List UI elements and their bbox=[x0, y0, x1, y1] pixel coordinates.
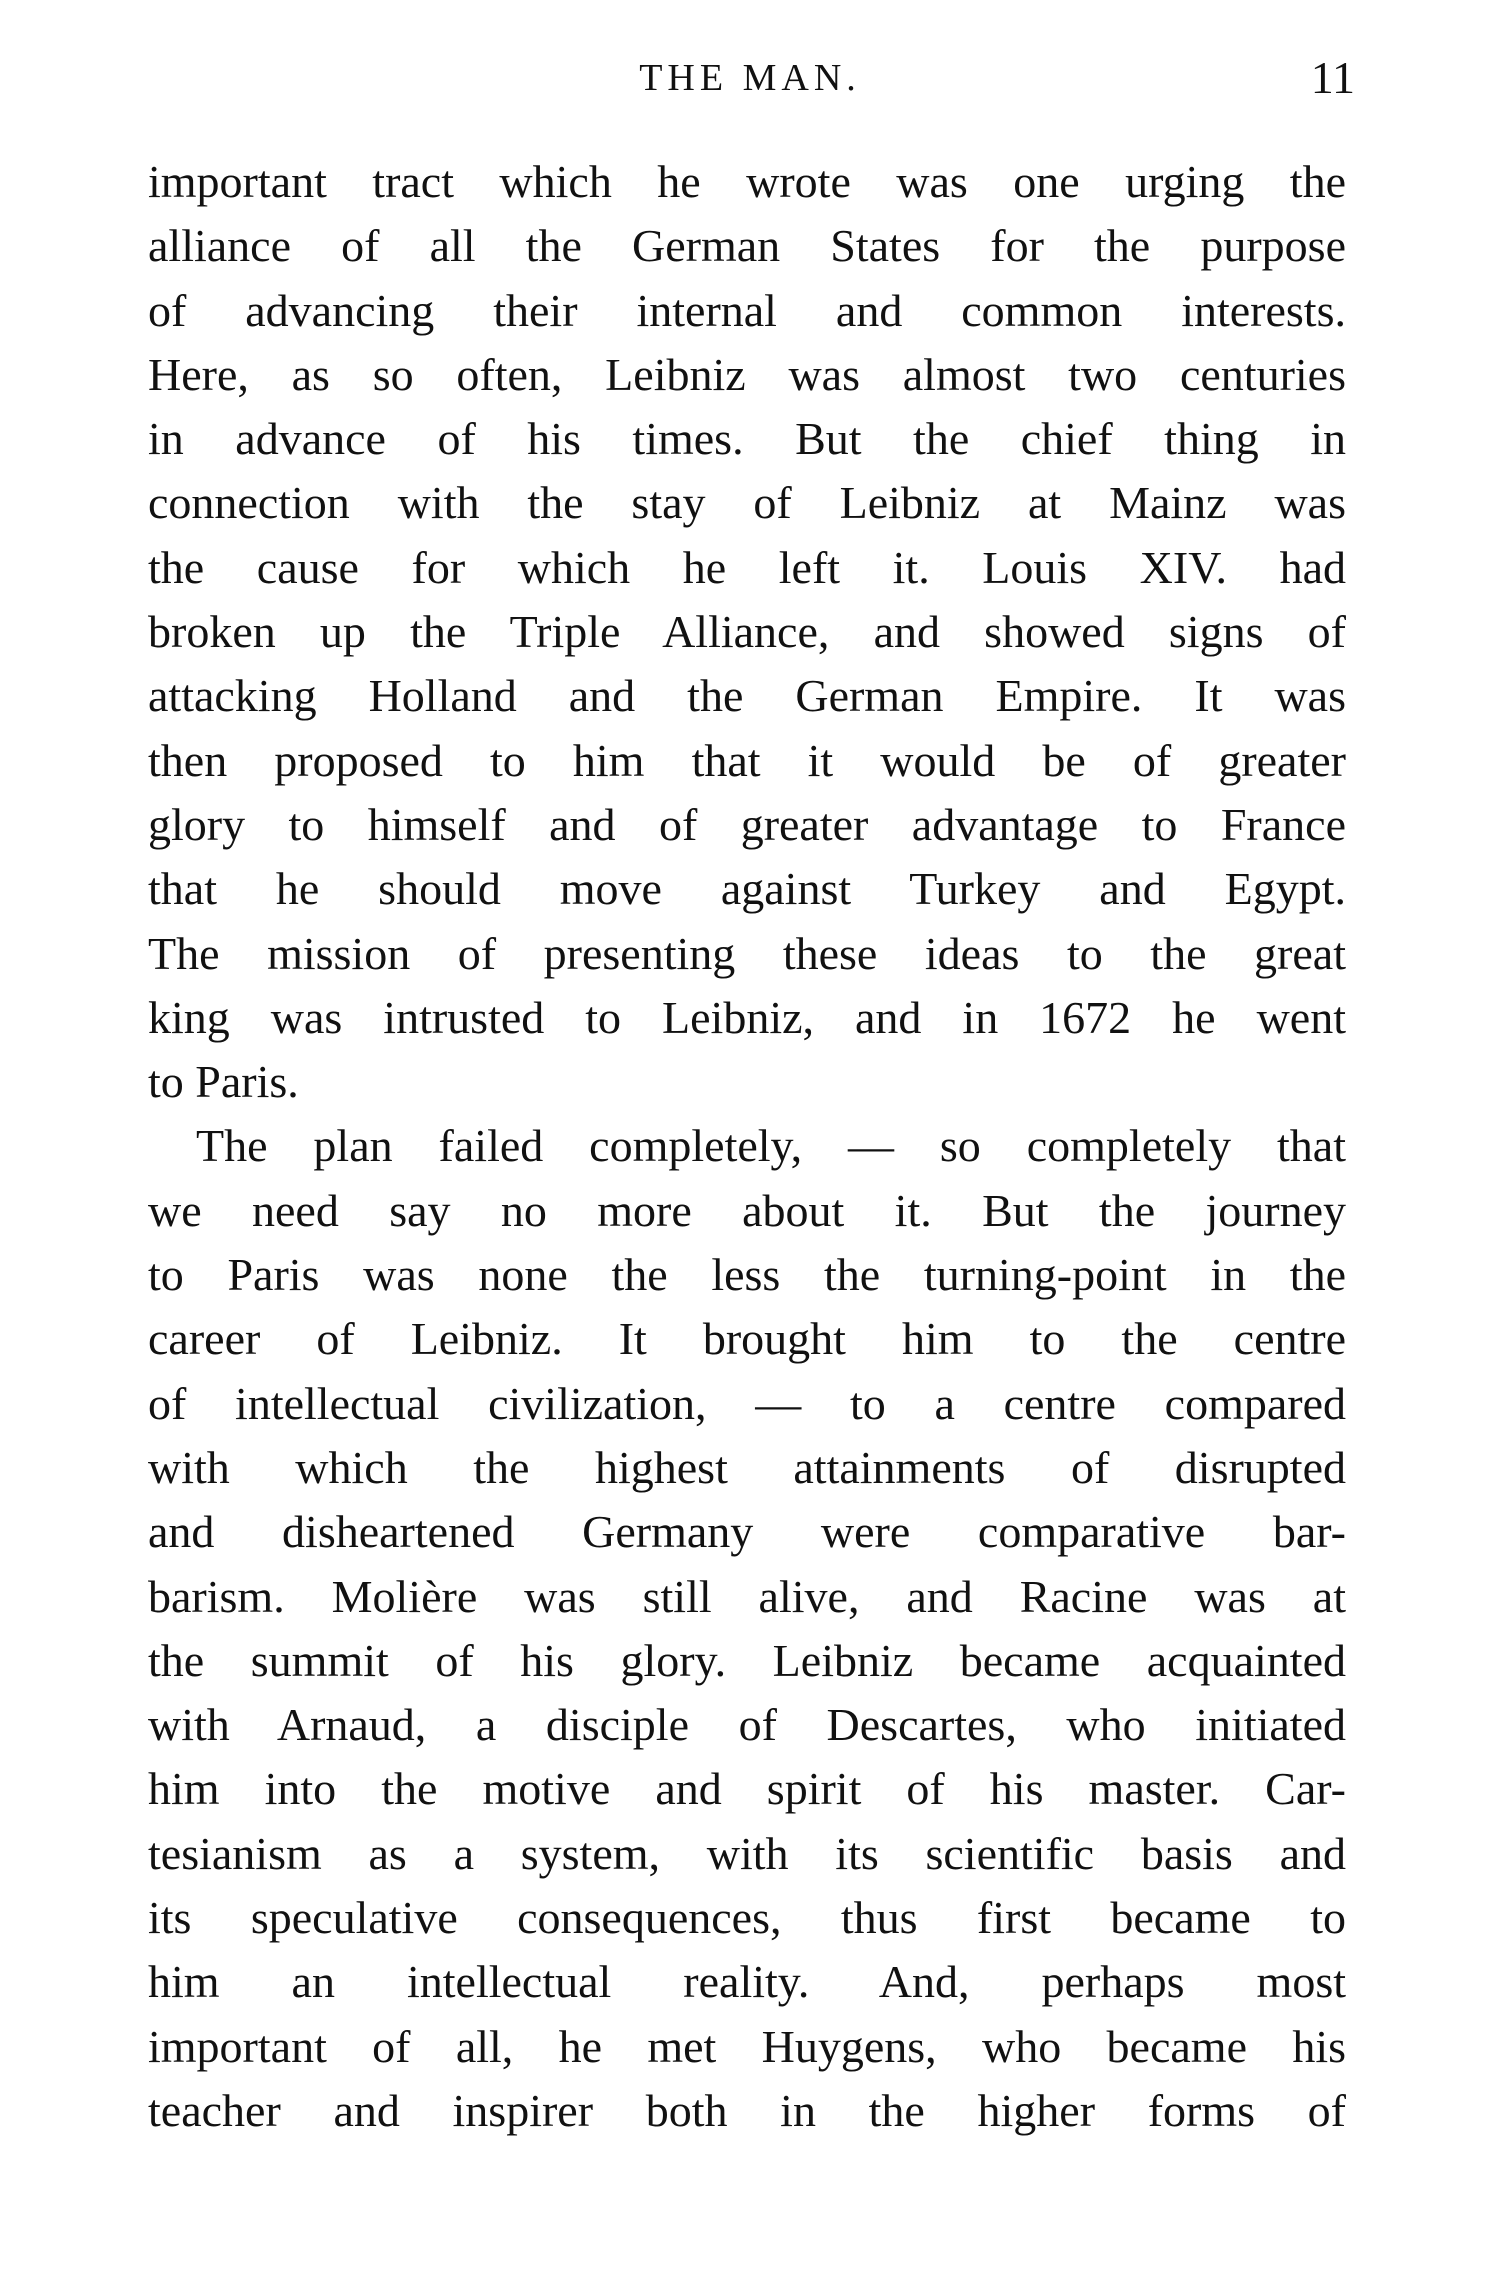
text-line: connection with the stay of Leibniz at Mainz was bbox=[148, 477, 1346, 529]
paragraph-1 bbox=[148, 150, 1346, 1114]
running-head bbox=[0, 48, 1490, 108]
text-line: glory to himself and of greater advantage to France bbox=[148, 798, 1346, 850]
text-line: of advancing their internal and common interests. bbox=[148, 284, 1346, 336]
text-line: career of Leibniz. It brought him to the centre bbox=[148, 1313, 1346, 1365]
text-line: tesianism as a system, with its scientific basis and bbox=[148, 1827, 1346, 1879]
text-line: its speculative consequences, thus first became to bbox=[148, 1892, 1346, 1944]
text-line: alliance of all the German States for the purpose bbox=[148, 220, 1346, 272]
page-number: 11 bbox=[1310, 52, 1355, 103]
text-line: attacking Holland and the German Empire. It was bbox=[148, 670, 1346, 722]
text-line: broken up the Triple Alliance, and showed signs of bbox=[148, 606, 1346, 658]
text-line: teacher and inspirer both in the higher forms of bbox=[148, 2084, 1346, 2136]
text-line: king was intrusted to Leibniz, and in 1672 he went bbox=[148, 991, 1346, 1043]
body-text bbox=[148, 150, 1346, 2143]
text-line: The plan failed completely, — so completely that bbox=[196, 1120, 1346, 1172]
paragraph-2 bbox=[148, 1114, 1346, 2143]
text-line: him an intellectual reality. And, perhaps most bbox=[148, 1956, 1346, 2008]
text-line: we need say no more about it. But the journey bbox=[148, 1184, 1346, 1236]
text-line: Here, as so often, Leibniz was almost two centuries bbox=[148, 348, 1346, 400]
text-line: and disheartened Germany were comparative bar- bbox=[148, 1506, 1346, 1558]
text-line: The mission of presenting these ideas to the great bbox=[148, 927, 1346, 979]
text-line: in advance of his times. But the chief thing in bbox=[148, 413, 1346, 465]
text-line: that he should move against Turkey and Egypt. bbox=[148, 863, 1346, 915]
text-line: the cause for which he left it. Louis XIV. had bbox=[148, 541, 1346, 593]
text-line: important tract which he wrote was one urging the bbox=[148, 156, 1346, 207]
text-line: him into the motive and spirit of his master. Car- bbox=[148, 1763, 1346, 1815]
text-line: the summit of his glory. Leibniz became acquainted bbox=[148, 1634, 1346, 1686]
text-line: of intellectual civilization, — to a centre compared bbox=[148, 1377, 1346, 1429]
running-title: THE MAN. bbox=[639, 57, 861, 99]
text-line: barism. Molière was still alive, and Racine was at bbox=[148, 1570, 1346, 1622]
text-line: then proposed to him that it would be of greater bbox=[148, 734, 1346, 786]
text-line: with which the highest attainments of disrupted bbox=[148, 1441, 1346, 1493]
text-line: to Paris. bbox=[148, 1056, 299, 1108]
text-line: with Arnaud, a disciple of Descartes, who initiated bbox=[148, 1699, 1346, 1751]
text-line: important of all, he met Huygens, who became his bbox=[148, 2020, 1346, 2072]
text-line: to Paris was none the less the turning-point in the bbox=[148, 1249, 1346, 1301]
